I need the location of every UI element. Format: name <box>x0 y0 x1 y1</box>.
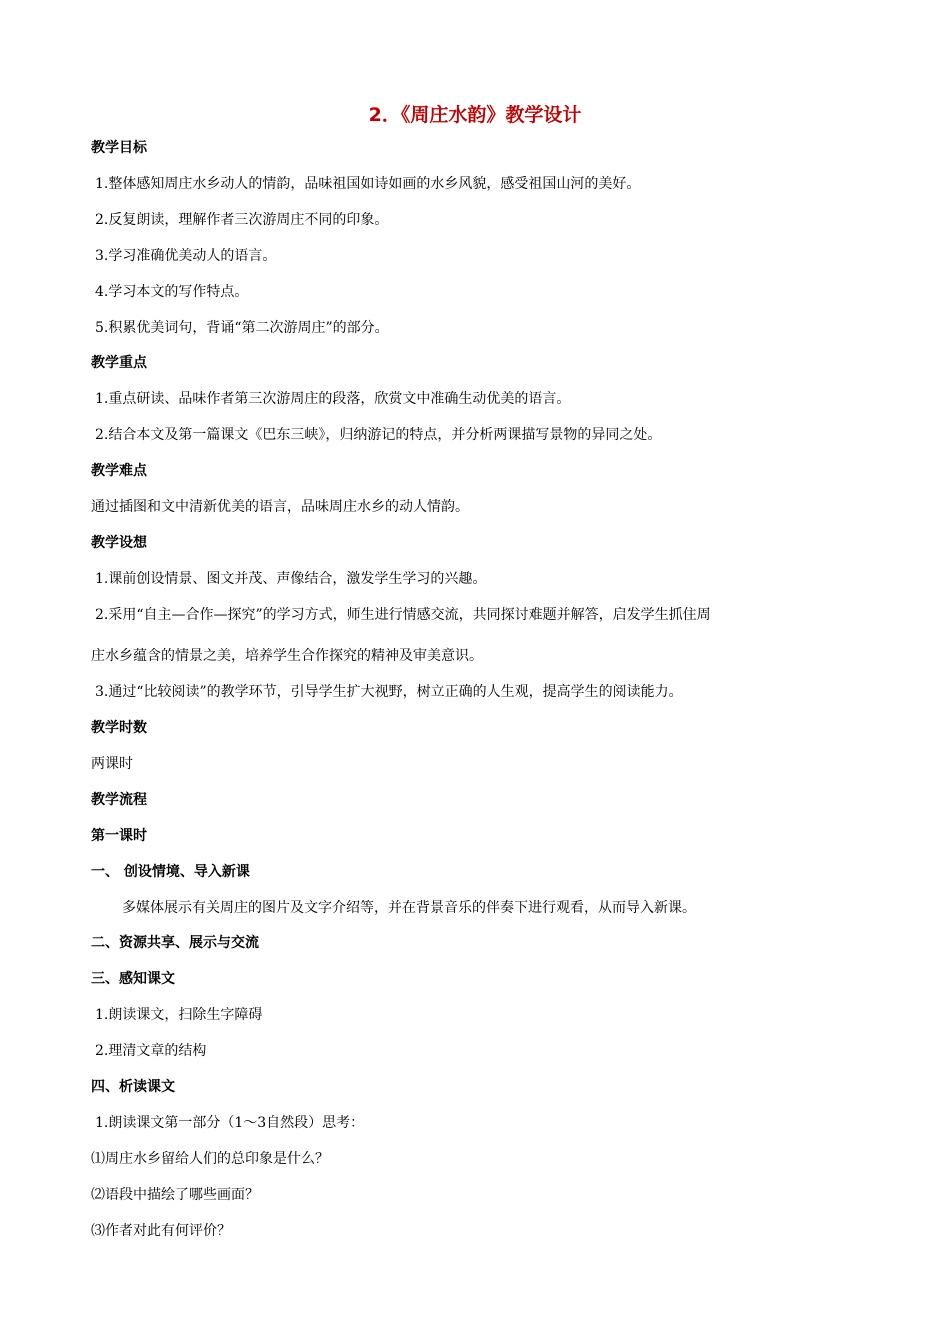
section-heading-key-points: 教学重点 <box>91 355 147 371</box>
goal-item: 3.学习准确优美动人的语言。 <box>95 248 277 264</box>
idea-item: 3.通过“比较阅读”的教学环节，引导学生扩大视野，树立正确的人生观，提高学生的阅读能力。 <box>95 684 683 700</box>
step-heading: 一、 创设情境、导入新课 <box>91 864 250 880</box>
step-item: 1.朗读课文第一部分（1～3自然段）思考： <box>95 1115 365 1131</box>
step-heading: 二、资源共享、展示与交流 <box>91 935 259 951</box>
step-heading: 四、析读课文 <box>91 1079 175 1095</box>
step-item: 2.理清文章的结构 <box>95 1043 207 1059</box>
goal-item: 1.整体感知周庄水乡动人的情韵，品味祖国如诗如画的水乡风貌，感受祖国山河的美好。 <box>95 176 641 192</box>
difficulties-text: 通过插图和文中清新优美的语言，品味周庄水乡的动人情韵。 <box>91 499 469 515</box>
section-heading-hours: 教学时数 <box>91 720 147 736</box>
question-item: ⑴周庄水乡留给人们的总印象是什么？ <box>91 1151 329 1167</box>
goal-item: 4.学习本文的写作特点。 <box>95 284 249 300</box>
step-heading: 三、感知课文 <box>91 971 175 987</box>
question-item: ⑵语段中描绘了哪些画面？ <box>91 1187 259 1203</box>
key-point-item: 1.重点研读、品味作者第三次游周庄的段落，欣赏文中准确生动优美的语言。 <box>95 391 571 407</box>
document-title: 2．《周庄水韵》教学设计 <box>368 104 582 126</box>
key-point-item: 2.结合本文及第一篇课文《巴东三峡》，归纳游记的特点，并分析两课描写景物的异同之处。 <box>95 427 662 443</box>
step-item: 1.朗读课文，扫除生字障碍 <box>95 1007 263 1023</box>
section-heading-ideas: 教学设想 <box>91 535 147 551</box>
idea-item-continued: 庄水乡蕴含的情景之美，培养学生合作探究的精神及审美意识。 <box>91 648 483 664</box>
goal-item: 2.反复朗读，理解作者三次游周庄不同的印象。 <box>95 212 389 228</box>
question-item: ⑶作者对此有何评价？ <box>91 1223 231 1239</box>
section-heading-process: 教学流程 <box>91 792 147 808</box>
idea-item: 1.课前创设情景、图文并茂、声像结合，激发学生学习的兴趣。 <box>95 571 487 587</box>
section-heading-difficulties: 教学难点 <box>91 463 147 479</box>
lesson-heading: 第一课时 <box>91 828 147 844</box>
idea-item: 2.采用“自主—合作—探究”的学习方式，师生进行情感交流，共同探讨难题并解答，启发学生抓住周 <box>95 607 711 623</box>
hours-text: 两课时 <box>91 756 133 772</box>
section-heading-goals: 教学目标 <box>91 140 147 156</box>
step-text: 多媒体展示有关周庄的图片及文字介绍等，并在背景音乐的伴奏下进行观看，从而导入新课。 <box>122 900 696 916</box>
goal-item: 5.积累优美词句，背诵“第二次游周庄”的部分。 <box>95 320 389 336</box>
